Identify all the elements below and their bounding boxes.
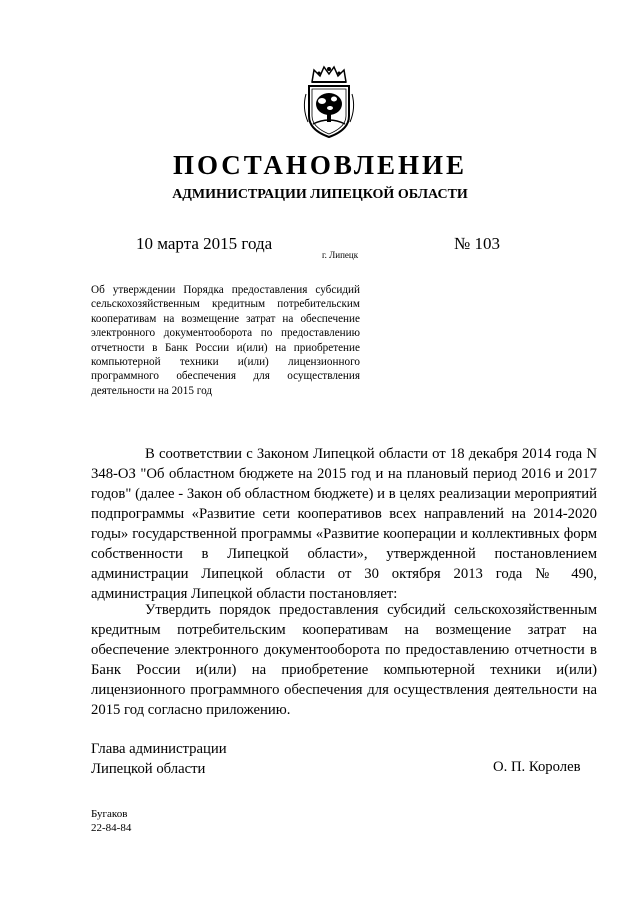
signatory-name: О. П. Королев xyxy=(493,759,581,775)
signatory-position xyxy=(91,739,227,779)
executor-name: Бугаков xyxy=(91,808,128,820)
signatory-position-line-2: Липецкой области xyxy=(91,761,206,777)
body-paragraph-2: Утвердить порядок предоставления субсидий сельскохозяйственным кредитным потребительским кооперативам на возмещение затрат на обеспечение электронного документооборота по предоставлению отчетности в Банк России и(или) на приобретение компьютерной техники и(или) лицензионного программного обеспечения для осуществления деятельности на 2015 год согласно приложению. xyxy=(91,602,597,718)
signatory-position-line-1: Глава администрации xyxy=(91,741,227,757)
document-title: ПОСТАНОВЛЕНИЕ xyxy=(172,150,468,180)
document-subject: Об утверждении Порядка предоставления субсидий сельскохозяйственным кредитным потребительским кооперативам на возмещение затрат на обеспечение электронного документооборота по предоставлению отчетности в Банк России и(или) на приобретение компьютерной техники и(или) лицензионного программного обеспечения для осуществления деятельности на 2015 год xyxy=(91,284,360,397)
coat-of-arms-icon xyxy=(300,64,358,140)
body-paragraph-1: В соответствии с Законом Липецкой области от 18 декабря 2014 года N 348-ОЗ "Об областном бюджете на 2015 год и на плановый период 2016 и 2017 годов" (далее - Закон об областном бюджете) и в целях реализации мероприятий подпрограммы «Развитие сети кооперативов всех направлений на 2014-2020 годы» государственной программы «Развитие кооперации и коллективных форм собственности в Липецкой области», утвержденной постановлением администрации Липецкой области от 30 октября 2013 года № 490, администрация Липецкой области постановляет: xyxy=(91,446,597,602)
document-subtitle: АДМИНИСТРАЦИИ ЛИПЕЦКОЙ ОБЛАСТИ xyxy=(172,187,468,202)
executor-block xyxy=(91,807,131,835)
document-city: г. Липецк xyxy=(322,250,359,260)
document-date: 10 марта 2015 года xyxy=(136,234,273,253)
executor-phone: 22-84-84 xyxy=(91,822,132,834)
document-number: № 103 xyxy=(454,234,500,253)
